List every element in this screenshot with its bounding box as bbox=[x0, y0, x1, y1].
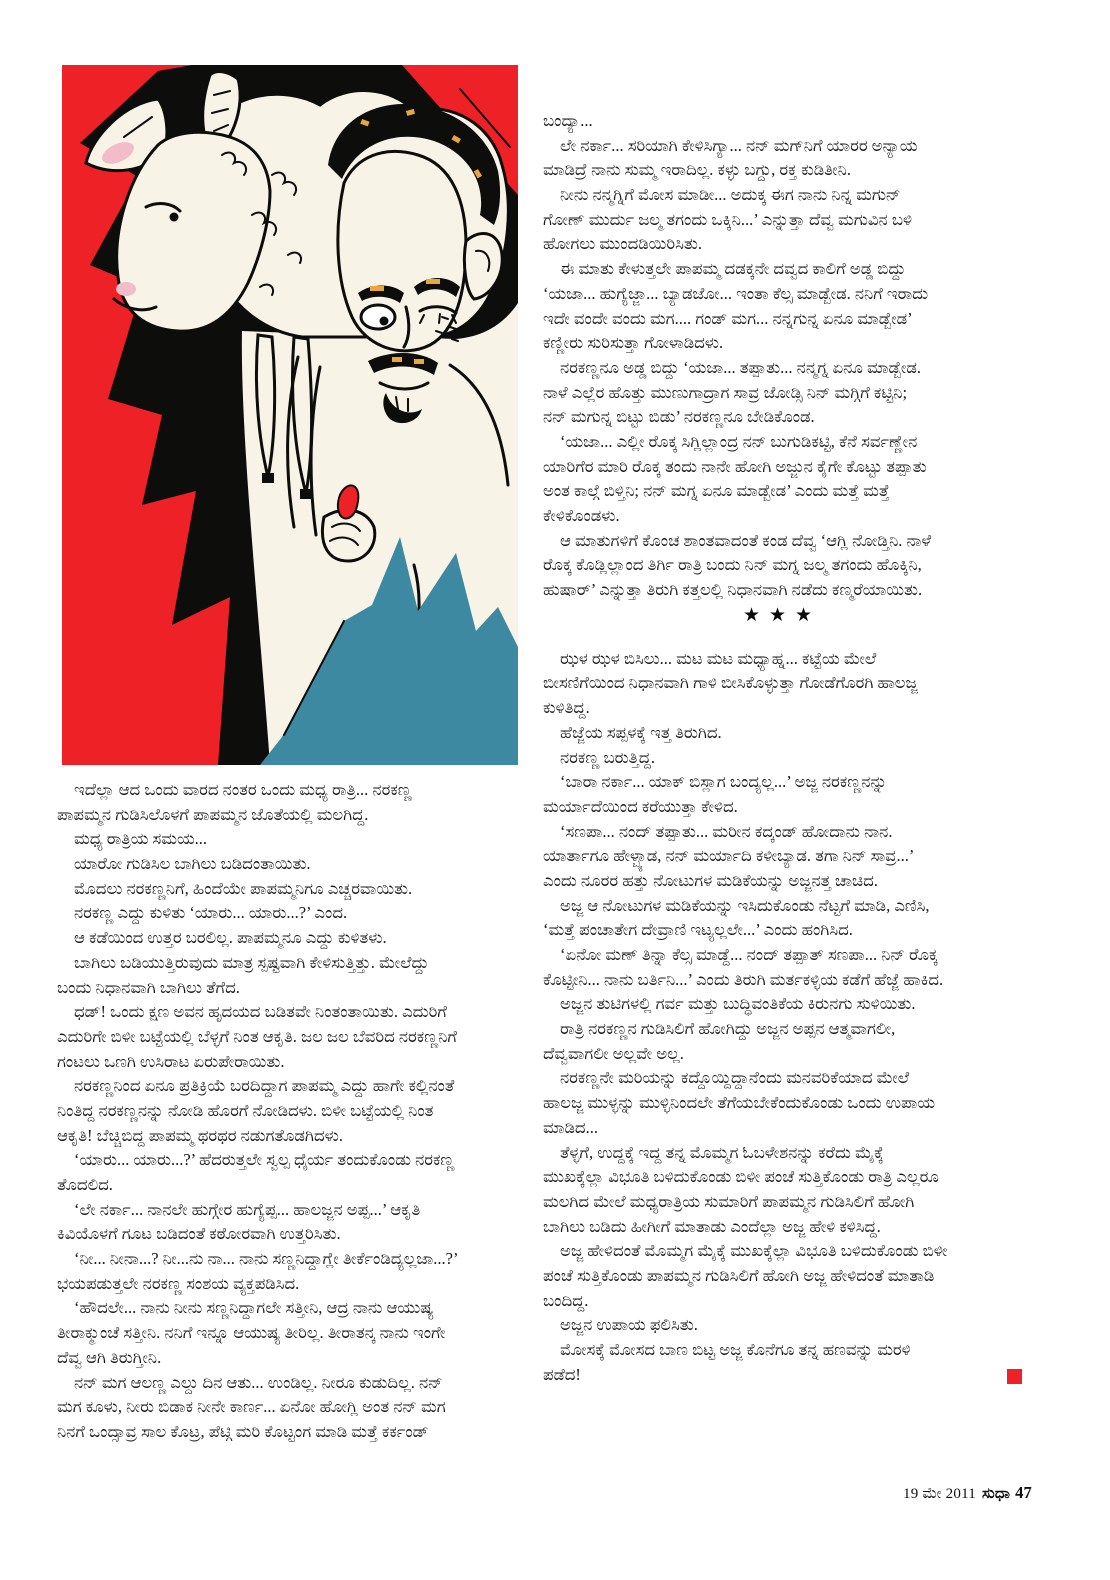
magazine-title: ಸುಧಾ bbox=[981, 1486, 1011, 1502]
text-line: ನರಕಣ್ಣನೂ ಅಡ್ಡ ಬಿದ್ದು ‘ಯಜಾ... ತಪ್ಪಾತು... ನನ್ಮಗ್ನ ಏನೂ ಮಾಡ್ಬೇಡ. bbox=[560, 357, 921, 377]
text-line: ‘ಹೌದಲೇ... ನಾನು ನೀನು ಸಣ್ಣನಿದ್ದಾಗಲೇ ಸತ್ತೀನಿ, ಆದ್ರ ನಾನು ಆಯುಷ್ಯ bbox=[74, 1298, 434, 1318]
text-line: ನರಕಣ್ಣನೇ ಮರಿಯನ್ನು ಕದ್ದೊಯ್ದಿದ್ದಾನೆಂದು ಮನವರಿಕೆಯಾದ ಮೇಲೆ bbox=[560, 1068, 910, 1088]
text-line: ಅಜ್ಜ ಆ ನೋಟುಗಳ ಮಡಿಕೆಯನ್ನು ಇಸಿದುಕೊಂಡು ನೆಟ್ಟಗೆ ಮಾಡಿ, ಎಣಿಸಿ, bbox=[560, 895, 930, 915]
text-line: ಇದೇ ವಂದೇ ವಂದು ಮಗ.... ಗಂಡ್ ಮಗ... ನನ್ನಗುನ್ನ ಏನೂ ಮಾಡ್ಬೇಡ’ bbox=[543, 308, 913, 328]
text-line: ಎಂದು ನೂರರ ಹತ್ತು ನೋಟುಗಳ ಮಡಿಕೆಯನ್ನು ಅಜ್ಜನತ್ತ ಚಾಚಿದ. bbox=[543, 870, 878, 890]
text-line: ಹಾಲಜ್ಜ ಮುಳ್ಳನ್ನು ಮುಳ್ಳಿನಿಂದಲೇ ತೆಗೆಯಬೇಕೆಂದುಕೊಂಡು ಒಂದು ಉಪಾಯ bbox=[543, 1093, 936, 1113]
text-line: ಮಲಗಿದ ಮೇಲೆ ಮಧ್ಯರಾತ್ರಿಯ ಸುಮಾರಿಗೆ ಪಾಪಮ್ಮನ ಗುಡಿಸಿಲಿಗೆ ಹೋಗಿ bbox=[543, 1191, 915, 1211]
text-line: ಭಯಪಡುತ್ತಲೇ ನರಕಣ್ಣ ಸಂಶಯ ವ್ಯಕ್ತಪಡಿಸಿದ. bbox=[57, 1273, 300, 1293]
text-line: ಹೆಜ್ಜೆಯ ಸಪ್ಪಳಕ್ಕೆ ಇತ್ತ ತಿರುಗಿದ. bbox=[560, 722, 722, 742]
text-line: ಯಾರಿಗೆರ ಮಾರಿ ರೊಕ್ಕ ತಂದು ನಾನೇ ಹೋಗಿ ಅಜ್ಜುನ ಕೈಗೇ ಕೊಟ್ಟು ತಪ್ಪಾತು bbox=[543, 456, 927, 476]
end-of-story-marker bbox=[1007, 1369, 1022, 1384]
text-line: ಮುಖಕ್ಕೆಲ್ಲಾ ವಿಭೂತಿ ಬಳಿದುಕೊಂಡು ಬಿಳೀ ಪಂಚೆ ಸುತ್ತಿಕೊಂಡು ರಾತ್ರಿ ಎಲ್ಲರೂ bbox=[543, 1167, 939, 1187]
text-line: ಆಕೃತಿ! ಬೆಚ್ಚಿಬಿದ್ದ ಪಾಪಮ್ಮ ಥರಥರ ನಡುಗತೊಡಗಿದಳು. bbox=[57, 1125, 343, 1145]
text-line: ಬಂದ್ಯಾ... bbox=[543, 111, 593, 130]
text-line: ಅಂತ ಕಾಲ್ಗೆ ಬಿಳ್ತಿನಿ; ನನ್ ಮಗ್ನ ಏನೂ ಮಾಡ್ಬೇಡ’ ಎಂದು ಮತ್ತೆ ಮತ್ತೆ bbox=[543, 481, 890, 501]
text-line: ಬಂದಿದ್ದ. bbox=[543, 1290, 589, 1310]
story-illustration bbox=[62, 65, 518, 765]
text-line: ಆ ಮಾತುಗಳಿಗೆ ಕೊಂಚ ಶಾಂತವಾದಂತೆ ಕಂಡ ದೆವ್ವ ‘ಆಗ್ಲಿ ನೋಡ್ತಿನಿ. ನಾಳೆ bbox=[560, 530, 932, 550]
story-column-right bbox=[543, 109, 1021, 1387]
text-line: ‘ಏನೋ ಮಣ್ ತಿನ್ನಾ ಕೆಲ್ಸ ಮಾಡ್ದೆ... ನಂದ್ ತಪ್ಪಾತ್ ಸಣಪಾ... ನಿನ್ ರೊಕ್ಕ bbox=[560, 945, 938, 964]
text-line: ನರಕಣ್ಣ ಬರುತ್ತಿದ್ದ. bbox=[560, 747, 656, 767]
text-line: ಕಣ್ಣೀರು ಸುರಿಸುತ್ತಾ ಗೋಳಾಡಿದಳು. bbox=[543, 333, 724, 353]
text-line: ಅಜ್ಜನ ಉಪಾಯ ಫಲಿಸಿತು. bbox=[560, 1315, 698, 1335]
text-line: ಹುಷಾರ್’ ಎನ್ನುತ್ತಾ ತಿರುಗಿ ಕತ್ತಲಲ್ಲಿ ನಿಧಾನವಾಗಿ ನಡೆದು ಕಣ್ಮರೆಯಾಯಿತು. bbox=[543, 580, 923, 600]
text-line: ‘ಬಾರಾ ನರ್ಕಾ... ಯಾಕ್ ಬಿಸ್ಲಾಗ ಬಂದ್ಯಲ್ಲ...’ ಅಜ್ಜ ನರಕಣ್ಣನನ್ನು bbox=[560, 772, 888, 792]
text-line: ಪಂಚೆ ಸುತ್ತಿಕೊಂಡು ಪಾಪಮ್ಮನ ಗುಡಿಸಿಲಿಗೆ ಹೋಗಿ ಅಜ್ಜ ಹೇಳಿದಂತೆ ಮಾತಾಡಿ bbox=[543, 1265, 935, 1285]
text-line: ಅಜ್ಜ ಹೇಳಿದಂತೆ ಮೊಮ್ಮಗ ಮೈಕ್ಕೆ ಮುಖಕ್ಕೆಲ್ಲಾ ವಿಭೂತಿ ಬಳಿದುಕೊಂಡು ಬಿಳೀ bbox=[560, 1241, 948, 1261]
text-line: ಯಾರ್ತಾಗೂ ಹೇಳ್ಬ್ಯಾಡ, ನನ್ ಮರ್ಯಾದಿ ಕಳೀಬ್ಯಾಡ. ತಗಾ ನಿನ್ ಸಾವ್ರ...’ bbox=[543, 846, 915, 866]
text-line: ಝಳ ಝಳ ಬಿಸಿಲು... ಮಟ ಮಟ ಮಧ್ಯಾಹ್ನ... ಕಟ್ಟೆಯ ಮೇಲೆ bbox=[560, 648, 877, 668]
text-line: ದೆವ್ವ ಆಗಿ ತಿರುಗ್ತೀನಿ. bbox=[57, 1347, 162, 1367]
text-line: ತೀರಾಕ್ಮುಂಚೆ ಸತ್ತೀನಿ. ನನಿಗೆ ಇನ್ನೂ ಆಯುಷ್ಯ ತೀರಿಲ್ಲ. ತೀರಾತನ್ಕ ನಾನು ಇಂಗೇ bbox=[57, 1323, 446, 1343]
text-line: ಪಡೆದ! bbox=[543, 1364, 581, 1384]
text-line: ಮಗ ಕೂಳು, ನೀರು ಬಿಡಾಕ ನೀನೇ ಕಾರ್ಣ... ಏನೋ ಹೋಗ್ಲಿ ಅಂತ ನನ್ ಮಗ bbox=[57, 1397, 446, 1417]
text-line: ಮಾಡಿದ... bbox=[543, 1117, 598, 1137]
text-line: ‘ಯಾರು... ಯಾರು...?’ ಹೆದರುತ್ತಲೇ ಸ್ವಲ್ಪ ಧೈರ್ಯ ತಂದುಕೊಂಡು ನರಕಣ್ಣ bbox=[74, 1150, 455, 1170]
text-line: ‘ಯಜಾ... ಹುಗ್ಯೆಜ್ಜಾ... ಬ್ಯಾಡಜೋ... ಇಂತಾ ಕೆಲ್ಸ ಮಾಡ್ಬೇಡ. ನನಿಗೆ ಇರಾದು bbox=[543, 283, 929, 303]
text-line: ಬಂದು ನಿಧಾನವಾಗಿ ಬಾಗಿಲು ತೆಗೆದ. bbox=[57, 977, 240, 997]
text-line: ಪಾಪಮ್ಮನ ಗುಡಿಸಿಲೊಳಗೆ ಪಾಪಮ್ಮನ ಜೊತೆಯಲ್ಲಿ ಮಲಗಿದ್ದ. bbox=[57, 804, 369, 824]
text-line: ನರಕಣ್ಣನಿಂದ ಏನೂ ಪ್ರತಿಕ್ರಿಯೆ ಬರದಿದ್ದಾಗ ಪಾಪಮ್ಮ ಎದ್ದು ಹಾಗೇ ಕಲ್ಲಿನಂತೆ bbox=[74, 1076, 455, 1096]
text-line: ಮಧ್ಯ ರಾತ್ರಿಯ ಸಮಯ... bbox=[74, 829, 208, 849]
text-line: ನಿಂತಿದ್ದ ನರಕಣ್ಣನನ್ನು ನೋಡಿ ಹೊರಗೆ ನೋಡಿದಳು. ಬಿಳೀ ಬಟ್ಟೆಯಲ್ಲಿ ನಿಂತ bbox=[57, 1100, 434, 1120]
text-line: ಯಾರೋ ಗುಡಿಸಿಲ ಬಾಗಿಲು ಬಡಿದಂತಾಯಿತು. bbox=[74, 854, 311, 874]
text-line: ಮರ್ಯಾದೆಯಿಂದ ಕರೆಯುತ್ತಾ ಕೇಳಿದ. bbox=[543, 796, 738, 816]
page-footer bbox=[903, 1483, 1032, 1503]
text-line: ‘ಸಣಪಾ... ನಂದ್ ತಪ್ಪಾತು... ಮರೀನ ಕದ್ಕಂಡ್ ಹೋದಾನು ನಾನ. bbox=[560, 821, 893, 841]
text-line: ಈ ಮಾತು ಕೇಳುತ್ತಲೇ ಪಾಪಮ್ಮ ದಡಕ್ಕನೇ ದವ್ವದ ಕಾಲಿಗೆ ಅಡ್ಡ ಬಿದ್ದು bbox=[560, 259, 906, 279]
text-line: ‘ಮತ್ತೆ ಪಂಚಾತೇಗ ದೇವ್ರಾಣಿ ಇಟ್ಯಲ್ಲಲೇ...’ ಎಂದು ಹಂಗಿಸಿದ. bbox=[543, 920, 853, 940]
text-line: ‘ನೀ... ನೀನಾ...? ನೀ...ನು ನಾ... ನಾನು ಸಣ್ಣನಿದ್ದಾಗ್ಲೇ ತೀರ್ಕೆಂಡಿದ್ಯಲ್ಲಜಾ...?’ bbox=[74, 1249, 459, 1269]
text-line: ಮಾಡಿದ್ರೆ ನಾನು ಸುಮ್ಮ ಇರಾದಿಲ್ಲ. ಕಳ್ಳು ಬಗ್ದು, ರಕ್ತ ಕುಡಿತೀನಿ. bbox=[543, 160, 851, 180]
text-line: ಗಂಟಲು ಒಣಗಿ ಉಸಿರಾಟ ಏರುಪೇರಾಯಿತು. bbox=[57, 1051, 285, 1071]
text-line: ನಾಳೆ ಎಲ್ಲೆರ ಹೊತ್ತು ಮುಣುಗಾದ್ರಾಗ ಸಾವ್ರ ಜೋಡ್ಸಿ ನಿನ್ ಮಗ್ಗಿಗೆ ಕಟ್ಟಿನಿ; bbox=[543, 382, 908, 402]
text-line: ತೆಳ್ಳಗೆ, ಉದ್ದಕ್ಕೆ ಇದ್ದ ತನ್ನ ಮೊಮ್ಮಗ ಓಬಳೇಶನನ್ನು ಕರೆದು ಮೈಕ್ಕೆ bbox=[560, 1142, 884, 1162]
text-line: ಕುಳಿತಿದ್ದ. bbox=[543, 698, 590, 718]
story-column-left bbox=[57, 778, 535, 1445]
text-line: ಎದುರಿಗೇ ಬಿಳೀ ಬಟ್ಟೆಯಲ್ಲಿ ಬೆಳ್ಳಗೆ ನಿಂತ ಆಕೃತಿ. ಜಲ ಜಲ ಬೆವರಿದ ನರಕಣ್ಣನಿಗೆ bbox=[57, 1026, 457, 1046]
text-line: ಹೋಗಲು ಮುಂದಡಿಯಿರಿಸಿತು. bbox=[543, 234, 702, 254]
text-line: ಬೀಸಣಿಗೆಯಿಂದ ನಿಧಾನವಾಗಿ ಗಾಳಿ ಬೀಸಿಕೊಳ್ಳುತ್ತಾ ಗೋಡೆಗೊರಗಿ ಹಾಲಜ್ಜ bbox=[543, 673, 918, 693]
text-line: ದೆವ್ವವಾಗಲೀ ಅಲ್ಲವೇ ಅಲ್ಲ. bbox=[543, 1043, 684, 1063]
text-line: ಮೊದಲು ನರಕಣ್ಣನಿಗೆ, ಹಿಂದೆಯೇ ಪಾಪಮ್ಮನಿಗೂ ಎಚ್ಚರವಾಯಿತು. bbox=[74, 878, 413, 898]
text-line: ನೀನು ನನ್ಮಗ್ನಿಗೆ ಮೋಸ ಮಾಡೀ... ಅದುಕ್ಕ ಈಗ ನಾನು ನಿನ್ನ ಮಗುನ್ bbox=[560, 185, 901, 205]
text-line: ಲೇ ನರ್ಕಾ... ಸರಿಯಾಗಿ ಕೇಳಿಸಿಗ್ಯಾ... ನನ್ ಮಗ್‌ನಿಗೆ ಯಾರರ ಅನ್ಯಾಯ bbox=[560, 135, 918, 155]
text-line: ಆ ಕಡೆಯಿಂದ ಉತ್ತರ ಬರಲಿಲ್ಲ. ಪಾಪಮ್ಮನೂ ಎದ್ದು ಕುಳಿತಳು. bbox=[74, 928, 387, 948]
text-line: ಕೇಳಿಕೊಂಡಳು. bbox=[543, 506, 620, 525]
text-line: ಕೊಟ್ಟೀನಿ... ನಾನು ಬರ್ತಿನಿ...’ ಎಂದು ತಿರುಗಿ ಮರ್ತಕಳ್ಳಿಯ ಕಡೆಗೆ ಹೆಜ್ಜೆ ಹಾಕಿದ. bbox=[543, 969, 944, 989]
text-line: ‘ಲೇ ನರ್ಕಾ... ನಾನಲೇ ಹುಗ್ಗೇರ ಹುಗ್ಯೆಪ್ಪ... ಹಾಲಜ್ಜನ ಅಪ್ಪ...’ ಆಕೃತಿ bbox=[74, 1199, 421, 1219]
text-line: ಬಾಗಿಲು ಬಡಿದು ಹೀಗೀಗೆ ಮಾತಾಡು ಎಂದೆಲ್ಲಾ ಅಜ್ಜ ಹೇಳಿ ಕಳಿಸಿದ್ದ. bbox=[543, 1216, 881, 1236]
text-line: ಅಜ್ಜನ ತುಟಿಗಳಲ್ಲಿ ಗರ್ವ ಮತ್ತು ಬುದ್ಧಿವಂತಿಕೆಯ ಕಿರುನಗು ಸುಳಿಯಿತು. bbox=[560, 994, 916, 1014]
text-line: ರೊಕ್ಕ ಕೊಡ್ಲಿಲ್ಲಾಂದ ತಿರ್ಗಿ ರಾತ್ರಿ ಬಂದು ನಿನ್ ಮಗ್ನ ಜಲ್ಮ ತಗಂದು ಹೊಕ್ಕಿನಿ, bbox=[543, 555, 922, 575]
text-line: ಬಾಗಿಲು ಬಡಿಯುತ್ತಿರುವುದು ಮಾತ್ರ ಸ್ಪಷ್ಟವಾಗಿ ಕೇಳಿಸುತ್ತಿತ್ತು. ಮೇಲೆದ್ದು bbox=[74, 952, 429, 972]
section-separator: ★★★ bbox=[742, 604, 822, 626]
text-line: ನಿನಗೆ ಒಂದ್ಸಾವ್ರ ಸಾಲ ಕೊಟ್ರ, ಪೆಟ್ಗಿ ಮರಿ ಕೊಟ್ಟಂಗ ಮಾಡಿ ಮತ್ತೆ ಕರ್ಕಂಡ್ bbox=[57, 1421, 429, 1441]
text-line: ನನ್ ಮಗುನ್ನ ಬಿಟ್ಟು ಬಿಡು’ ನರಕಣ್ಣನೂ ಬೇಡಿಕೊಂಡ. bbox=[543, 407, 815, 427]
text-line: ರಾತ್ರಿ ನರಕಣ್ಣನ ಗುಡಿಸಿಲಿಗೆ ಹೋಗಿದ್ದು ಅಜ್ಜನ ಅಪ್ಪನ ಆತ್ಮವಾಗಲೀ, bbox=[560, 1019, 896, 1039]
text-line: ನರಕಣ್ಣ ಎದ್ದು ಕುಳಿತು ‘ಯಾರು... ಯಾರು...?’ ಎಂದ. bbox=[74, 903, 348, 923]
text-line: ನನ್ ಮಗ ಆಲಣ್ಣ ಎಲ್ದು ದಿನ ಆತು... ಉಂಡಿಲ್ಲ. ನೀರೂ ಕುಡುದಿಲ್ಲ. ನನ್ bbox=[74, 1372, 443, 1392]
text-line: ತೊದಲಿದ. bbox=[57, 1175, 113, 1194]
text-line: ‘ಯಜಾ... ಎಲ್ಲೀ ರೊಕ್ಕ ಸಿಗ್ಲಿಲ್ಲಾಂದ್ರ ನನ್ ಬುಗುಡಿಕಟ್ಟಿ, ಕೆನೆ ಸರ್ವಣ್ಣೇನ bbox=[560, 431, 918, 451]
page-number: 47 bbox=[1015, 1483, 1032, 1502]
text-line: ಇದೆಲ್ಲಾ ಆದ ಒಂದು ವಾರದ ನಂತರ ಒಂದು ಮಧ್ಯ ರಾತ್ರಿ... ನರಕಣ್ಣ bbox=[74, 780, 412, 799]
text-line: ಧಡ್! ಒಂದು ಕ್ಷಣ ಅವನ ಹೃದಯದ ಬಡಿತವೇ ನಿಂತಂತಾಯಿತು. ಎದುರಿಗೆ bbox=[74, 1002, 447, 1022]
text-line: ಮೋಸಕ್ಕೆ ಮೋಸದ ಬಾಣ ಬಿಟ್ಟ ಅಜ್ಜ ಕೊನೆಗೂ ತನ್ನ ಹಣವನ್ನು ಮರಳಿ bbox=[560, 1340, 911, 1359]
text-line: ಕಿವಿಯೊಳಗೆ ಗೂಟ ಬಡಿದಂತೆ ಕಠೋರವಾಗಿ ಉತ್ತರಿಸಿತು. bbox=[57, 1224, 341, 1244]
text-line: ಗೋಣ್ ಮುರ್ದು ಜಲ್ಮ ತಗಂದು ಒಕ್ಕಿನಿ...’ ಎನ್ನುತ್ತಾ ದೆವ್ವ ಮಗುವಿನ ಬಳಿ bbox=[543, 209, 912, 229]
issue-date: 19 ಮೇ 2011 bbox=[903, 1486, 976, 1502]
